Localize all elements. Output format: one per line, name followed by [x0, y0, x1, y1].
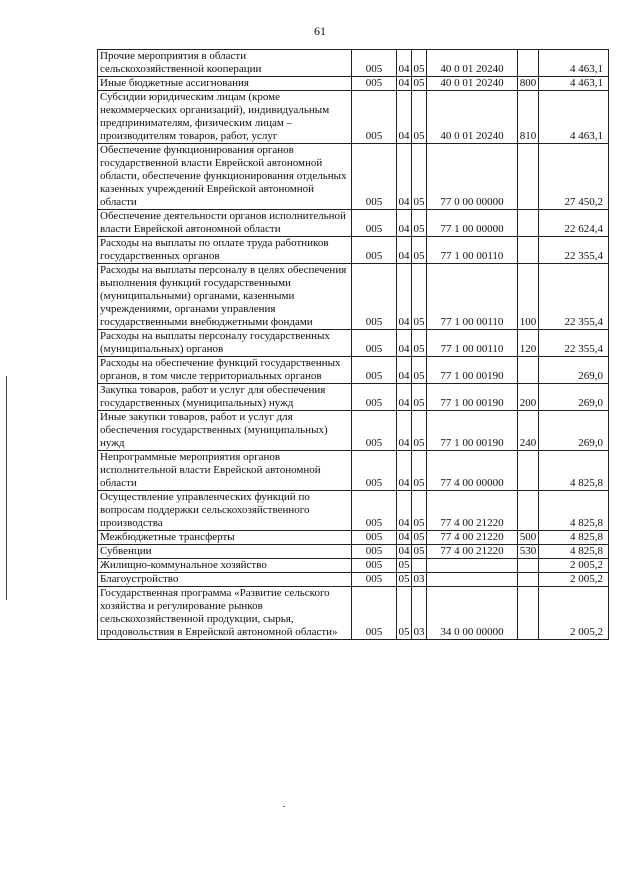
amount: 4 825,8	[539, 531, 609, 545]
amount: 2 005,2	[539, 587, 609, 640]
admin-code: 005	[352, 50, 397, 77]
subsection-code: 05	[412, 451, 427, 491]
target-article-code: 77 1 00 00110	[427, 264, 518, 330]
table-row	[98, 411, 609, 451]
table-row	[98, 91, 609, 144]
subsection-code: 05	[412, 237, 427, 264]
table-row	[98, 144, 609, 210]
target-article-code	[427, 559, 518, 573]
target-article-code: 77 4 00 21220	[427, 491, 518, 531]
admin-code: 005	[352, 210, 397, 237]
target-article-code: 77 1 00 00110	[427, 237, 518, 264]
admin-code: 005	[352, 77, 397, 91]
target-article-code: 40 0 01 20240	[427, 50, 518, 77]
table-row	[98, 237, 609, 264]
amount: 22 355,4	[539, 330, 609, 357]
subsection-code: 05	[412, 50, 427, 77]
section-code: 05	[398, 573, 410, 585]
expense-type-code	[518, 451, 539, 491]
row-name: Иные закупки товаров, работ и услуг для обеспечения государственных (муниципальных) нужд	[98, 411, 352, 451]
section-code: 04	[397, 384, 412, 411]
target-article-code: 77 1 00 00190	[427, 384, 518, 411]
subsection-code: 05	[413, 531, 425, 543]
section-code: 05	[397, 587, 412, 640]
row-name: Расходы на выплаты по оплате труда работников государственных органов	[98, 237, 352, 264]
subsection-code: 05	[412, 144, 427, 210]
table-row	[98, 587, 609, 640]
admin-code: 005	[352, 491, 397, 531]
amount: 4 825,8	[539, 491, 609, 531]
expense-type-code	[518, 587, 539, 640]
target-article-code: 77 1 00 00110	[427, 330, 518, 357]
row-name: Субсидии юридическим лицам (кроме некоммерческих организаций), индивидуальным предпринимателям, физическим лицам – производителям товаров, работ, услуг	[98, 91, 352, 144]
admin-code: 005	[352, 531, 397, 545]
amount: 22 624,4	[539, 210, 609, 237]
row-name: Прочие мероприятия в области сельскохозяйственной кооперации	[98, 50, 352, 77]
subsection-code: 05	[412, 357, 427, 384]
subsection-code: 03	[412, 587, 427, 640]
admin-code: 005	[352, 357, 397, 384]
subsection-code: 05	[412, 411, 427, 451]
amount: 27 450,2	[539, 144, 609, 210]
target-article-code: 34 0 00 00000	[427, 587, 518, 640]
row-name: Непрограммные мероприятия органов исполнительной власти Еврейской автономной области	[98, 451, 352, 491]
subsection-code: 05	[413, 77, 425, 89]
expense-type-code: 530	[518, 545, 539, 559]
target-article-code: 77 4 00 00000	[427, 451, 518, 491]
target-article-code: 77 1 00 00000	[427, 210, 518, 237]
amount: 2 005,2	[539, 573, 609, 587]
section-code: 04	[398, 77, 410, 89]
target-article-code: 77 4 00 21220	[427, 545, 518, 559]
margin-line	[6, 376, 7, 600]
amount: 269,0	[539, 357, 609, 384]
table-row	[98, 357, 609, 384]
table-row	[98, 50, 609, 77]
subsection-code: 03	[413, 573, 425, 585]
expense-type-code: 500	[518, 531, 539, 545]
section-code: 04	[397, 330, 412, 357]
row-name: Расходы на выплаты персоналу в целях обеспечения выполнения функций государственными (муниципальными) органами, казенными учреждениями, органами управления государственными внебюджетными фондами	[98, 264, 352, 330]
amount: 4 463,1	[539, 50, 609, 77]
section-code: 04	[397, 411, 412, 451]
row-name: Осуществление управленческих функций по вопросам поддержки сельскохозяйственного производства	[98, 491, 352, 531]
section-code: 04	[397, 264, 412, 330]
admin-code: 005	[352, 587, 397, 640]
table-row	[98, 573, 609, 587]
target-article-code	[427, 573, 518, 587]
expense-type-code: 810	[518, 91, 539, 144]
expense-type-code	[518, 237, 539, 264]
admin-code: 005	[352, 91, 397, 144]
section-code: 04	[397, 50, 412, 77]
target-article-code: 77 4 00 21220	[427, 531, 518, 545]
amount: 4 463,1	[539, 91, 609, 144]
table-row	[98, 330, 609, 357]
admin-code: 005	[352, 237, 397, 264]
table-row	[98, 531, 609, 545]
table-row	[98, 384, 609, 411]
target-article-code: 40 0 01 20240	[427, 91, 518, 144]
section-code: 04	[397, 144, 412, 210]
expense-type-code	[518, 357, 539, 384]
admin-code: 005	[352, 330, 397, 357]
admin-code: 005	[352, 545, 397, 559]
admin-code: 005	[352, 451, 397, 491]
table-row	[98, 559, 609, 573]
section-code: 04	[397, 491, 412, 531]
expense-type-code: 100	[518, 264, 539, 330]
section-code: 05	[398, 559, 410, 571]
section-code: 04	[397, 210, 412, 237]
expense-type-code: 200	[518, 384, 539, 411]
target-article-code: 77 0 00 00000	[427, 144, 518, 210]
expense-type-code	[518, 491, 539, 531]
budget-table-body	[98, 50, 609, 640]
expense-type-code: 120	[518, 330, 539, 357]
amount: 4 825,8	[539, 451, 609, 491]
expense-type-code: 240	[518, 411, 539, 451]
table-row	[98, 491, 609, 531]
table-row	[98, 451, 609, 491]
table-row	[98, 264, 609, 330]
row-name: Субвенции	[98, 545, 352, 559]
table-row	[98, 77, 609, 91]
subsection-code: 05	[412, 264, 427, 330]
subsection-code: 05	[412, 384, 427, 411]
expense-type-code: 800	[518, 77, 539, 91]
row-name: Расходы на выплаты персоналу государственных (муниципальных) органов	[98, 330, 352, 357]
budget-table	[97, 49, 609, 640]
amount: 269,0	[539, 384, 609, 411]
subsection-code: 05	[412, 210, 427, 237]
expense-type-code	[518, 144, 539, 210]
row-name: Благоустройство	[98, 573, 352, 587]
amount: 22 355,4	[539, 264, 609, 330]
target-article-code: 40 0 01 20240	[427, 77, 518, 91]
subsection-code: 05	[413, 545, 425, 557]
subsection-code: 05	[412, 91, 427, 144]
admin-code: 005	[352, 573, 397, 587]
row-name: Расходы на обеспечение функций государственных органов, в том числе территориальных органов	[98, 357, 352, 384]
subsection-code	[412, 559, 427, 573]
table-row	[98, 210, 609, 237]
row-name: Жилищно-коммунальное хозяйство	[98, 559, 352, 573]
page-number: 61	[314, 24, 326, 38]
section-code: 04	[397, 91, 412, 144]
row-name: Закупка товаров, работ и услуг для обеспечения государственных (муниципальных) нужд	[98, 384, 352, 411]
target-article-code: 77 1 00 00190	[427, 357, 518, 384]
subsection-code: 05	[412, 330, 427, 357]
row-name: Иные бюджетные ассигнования	[98, 77, 352, 91]
amount: 269,0	[539, 411, 609, 451]
row-name: Межбюджетные трансферты	[98, 531, 352, 545]
expense-type-code	[518, 559, 539, 573]
scan-speck	[283, 806, 285, 807]
row-name: Обеспечение деятельности органов исполнительной власти Еврейской автономной области	[98, 210, 352, 237]
amount: 4 463,1	[539, 77, 609, 91]
section-code: 04	[397, 357, 412, 384]
expense-type-code	[518, 573, 539, 587]
section-code: 04	[398, 531, 410, 543]
target-article-code: 77 1 00 00190	[427, 411, 518, 451]
section-code: 04	[397, 237, 412, 264]
admin-code: 005	[352, 264, 397, 330]
section-code: 04	[398, 545, 410, 557]
amount: 4 825,8	[539, 545, 609, 559]
amount: 22 355,4	[539, 237, 609, 264]
admin-code: 005	[352, 411, 397, 451]
admin-code: 005	[352, 144, 397, 210]
amount: 2 005,2	[539, 559, 609, 573]
subsection-code: 05	[412, 491, 427, 531]
row-name: Обеспечение функционирования органов государственной власти Еврейской автономной области, обеспечение функционирования отдельных казенных учреждений Еврейской автономной области	[98, 144, 352, 210]
row-name: Государственная программа «Развитие сельского хозяйства и регулирование рынков сельскохозяйственной продукции, сырья, продовольствия в Еврейской автономной области»	[98, 587, 352, 640]
section-code: 04	[397, 451, 412, 491]
expense-type-code	[518, 50, 539, 77]
admin-code: 005	[352, 384, 397, 411]
table-row	[98, 545, 609, 559]
admin-code: 005	[352, 559, 397, 573]
expense-type-code	[518, 210, 539, 237]
